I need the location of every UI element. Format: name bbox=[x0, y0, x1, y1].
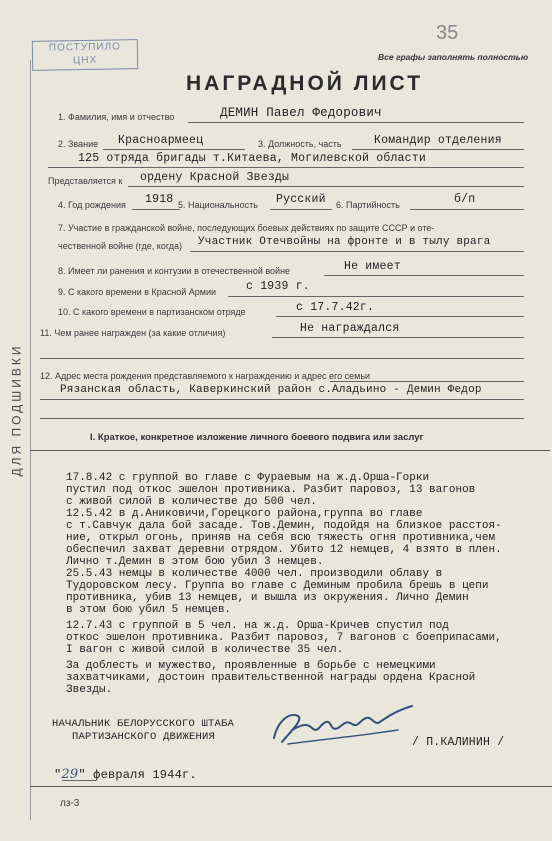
field-2-line bbox=[103, 149, 245, 150]
field-6-line bbox=[410, 209, 524, 210]
field-6-label: 6. Партийность bbox=[336, 200, 400, 210]
field-8-line bbox=[324, 275, 524, 276]
stamp-line1: ПОСТУПИЛО bbox=[48, 41, 121, 54]
field-11-label: 11. Чем ранее награжден (за какие отличия) bbox=[40, 328, 226, 338]
presented-line bbox=[128, 186, 524, 187]
field-1-value: ДЕМИН Павел Федорович bbox=[220, 106, 382, 120]
signer-title-line2: ПАРТИЗАНСКОГО ДВИЖЕНИЯ bbox=[72, 731, 216, 743]
narrative-line: Тудоровском лесу. Группа во главе с Деминым пробила брешь в цепи bbox=[66, 580, 489, 592]
date-line: "29" февраля 1944г. bbox=[54, 767, 197, 782]
spine-text: ДЛЯ ПОДШИВКИ bbox=[10, 343, 25, 477]
field-9-label: 9. С какого времени в Красной Армии bbox=[58, 287, 217, 297]
field-4-value: 1918 bbox=[145, 193, 174, 206]
field-12-line-b bbox=[40, 399, 524, 400]
form-code: лз-3 bbox=[60, 798, 80, 809]
footer-rule bbox=[30, 786, 552, 787]
narrative-line: откос эшелон противника. Разбит паровоз, 7 вагонов с боеприпасами, bbox=[66, 632, 502, 644]
field-8-label: 8. Имеет ли ранения и контузии в отечественной войне bbox=[58, 266, 291, 276]
narrative-line: противника, убив 13 немцев, и вышла из окружения. Лично Демин bbox=[66, 592, 469, 604]
section-rule bbox=[30, 450, 550, 451]
received-stamp bbox=[32, 39, 139, 71]
field-3-line bbox=[352, 149, 524, 150]
narrative-line: ние, открыл огонь, приняв на себя всю тяжесть огня противника,чем bbox=[66, 532, 496, 544]
narrative-line: в этом бою убил 5 немцев. bbox=[66, 604, 232, 616]
fill-all-notice: Все графы заполнять полностью bbox=[378, 52, 529, 62]
blank-line bbox=[40, 358, 524, 359]
field-7-line bbox=[190, 251, 524, 252]
field-7-label-line2: чественной войне (где, когда) bbox=[58, 241, 182, 251]
narrative-line: обеспечил захват деревни отрядом. Убито 12 немцев, 4 взято в плен. bbox=[66, 544, 502, 556]
spine-label bbox=[2, 300, 32, 520]
presented-label: Представляется к bbox=[48, 176, 123, 186]
narrative-line: с т.Савчук дала бой засаде. Тов.Демин, подойдя на близкое расстоя- bbox=[66, 520, 502, 532]
page-number: 35 bbox=[436, 22, 459, 44]
date-day-line bbox=[62, 780, 96, 781]
field-12-value: Рязанская область, Каверкинский район с.Аладьино - Демин Федор bbox=[60, 384, 482, 396]
field-5-label: 5. Национальность bbox=[178, 200, 258, 210]
field-10-value: с 17.7.42г. bbox=[296, 301, 375, 314]
field-7-label-line1: 7. Участие в гражданской войне, последующих боевых действиях по защите СССР и оте- bbox=[58, 223, 435, 233]
narrative-line: 25.5.43 немцы в количестве 4000 чел. производили облаву в bbox=[66, 568, 443, 580]
field-2-label: 2. Звание bbox=[58, 139, 99, 149]
date-day: 29 bbox=[61, 767, 79, 782]
page-title: НАГРАДНОЙ ЛИСТ bbox=[186, 72, 424, 95]
field-4-line bbox=[132, 209, 180, 210]
field-5-value: Русский bbox=[276, 193, 326, 206]
field-11-value: Не награждался bbox=[300, 322, 400, 335]
narrative-line: 12.5.42 в д.Аниковичи,Горецкого района,группа во главе bbox=[66, 508, 423, 520]
field-8-value: Не имеет bbox=[344, 260, 401, 273]
narrative-line: с живой силой в количестве до 500 чел. bbox=[66, 496, 317, 508]
narrative-line: За доблесть и мужество, проявленные в борьбе с немецкими bbox=[66, 660, 436, 672]
signer-title-line1: НАЧАЛЬНИК БЕЛОРУССКОГО ШТАБА bbox=[52, 718, 235, 730]
field-11-line bbox=[272, 337, 524, 338]
presented-value: ордену Красной Звезды bbox=[140, 171, 290, 184]
field-3-label: 3. Должность, часть bbox=[258, 139, 342, 149]
field-1-line bbox=[188, 122, 524, 123]
field-12-line-a bbox=[330, 381, 524, 382]
narrative-line: пустил под откос эшелон противника. Разбит паровоз, 13 вагонов bbox=[66, 484, 476, 496]
stamp-line2: ЦНХ bbox=[72, 54, 98, 67]
narrative-line: Лично т.Демин в этом бою убил 3 немцев. bbox=[66, 556, 324, 568]
narrative-line: Звезды. bbox=[66, 684, 113, 696]
field-10-line bbox=[276, 316, 524, 317]
field-3-value-cont: 125 отряда бригады т.Китаева, Могилевской области bbox=[78, 152, 426, 165]
field-12-line-c bbox=[40, 418, 524, 419]
narrative-line: I вагон с живой силой в количестве 35 чел. bbox=[66, 644, 344, 656]
date-rest: февраля 1944г. bbox=[93, 768, 197, 782]
field-5-line bbox=[270, 209, 332, 210]
field-12-label: 12. Адрес места рождения представляемого к награждению и адрес его семьи bbox=[40, 371, 371, 381]
narrative-line: 17.8.42 с группой во главе с Фураевым на ж.д.Орша-Горки bbox=[66, 472, 430, 484]
field-7-value: Участник Отечвойны на фронте и в тылу врага bbox=[198, 236, 491, 248]
field-2-value: Красноармеец bbox=[118, 134, 204, 147]
field-3-cont-line bbox=[48, 167, 524, 168]
field-1-label: 1. Фамилия, имя и отчество bbox=[58, 112, 175, 122]
signer-name: / П.КАЛИНИН / bbox=[412, 736, 505, 749]
field-3-value: Командир отделения bbox=[374, 134, 502, 147]
handwritten-signature bbox=[268, 700, 418, 750]
narrative-line: 12.7.43 с группой в 5 чел. на ж.д. Орша-Кричев спустил под bbox=[66, 620, 449, 632]
field-9-line bbox=[228, 296, 524, 297]
field-6-value: б/п bbox=[454, 193, 476, 206]
section-title: I. Краткое, конкретное изложение личного боевого подвига или заслуг bbox=[90, 432, 424, 443]
field-9-value: с 1939 г. bbox=[246, 280, 310, 293]
narrative-line: захватчиками, достоин правительственной награды ордена Красной bbox=[66, 672, 476, 684]
field-4-label: 4. Год рождения bbox=[58, 200, 126, 210]
field-10-label: 10. С какого времени в партизанском отряде bbox=[58, 307, 246, 317]
